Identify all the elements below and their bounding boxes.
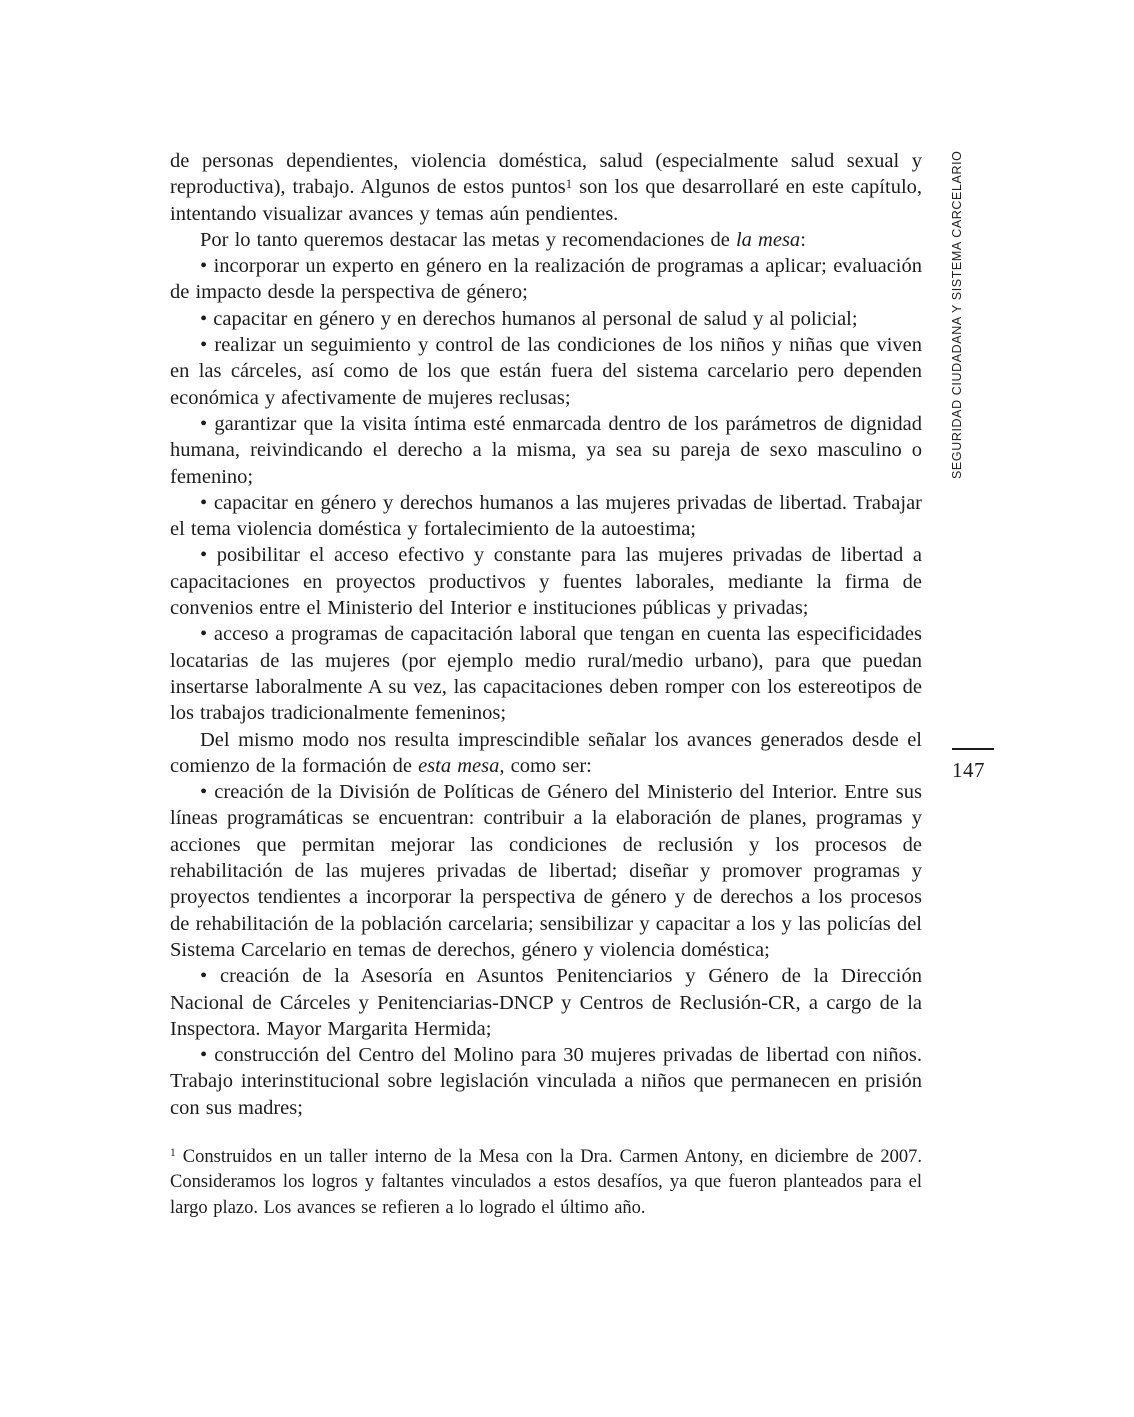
- text-run: de personas dependientes, violencia doméstica, salud (especialmente salud sexual y reproductiva), trabajo. Algunos de estos puntos: [170, 150, 922, 199]
- footnote-reference: 1: [565, 176, 573, 191]
- paragraph: [170, 411, 922, 490]
- paragraph: [170, 490, 922, 543]
- text-run: , como ser:: [499, 754, 592, 777]
- paragraph: [170, 727, 922, 780]
- text-run: son los que desarrollaré en este capítulo, intentando visualizar avances y temas aún pendientes.: [170, 176, 923, 225]
- page-number-block: [952, 748, 998, 783]
- paragraph: [170, 779, 922, 963]
- italic-text: esta mesa: [418, 754, 500, 777]
- text-run: Del mismo modo nos resulta imprescindible señalar los avances generados desde el comienzo de la formación de: [170, 728, 922, 777]
- text-run: • capacitar en género y en derechos humanos al personal de salud y al policial;: [200, 307, 858, 330]
- text-run: • creación de la Asesoría en Asuntos Penitenciarios y Género de la Dirección Nacional de Cárceles y Penitenciarias-DNCP y Centros de Reclusión-CR, a cargo de la Inspectora. Mayor Margarita Hermida;: [170, 965, 922, 1040]
- text-run: • acceso a programas de capacitación laboral que tengan en cuenta las especificidades locatarias de las mujeres (por ejemplo medio rural/medio urbano), para que puedan insertarse laboralmente A su vez, las capacitaciones deben romper con los estereotipos de los trabajos tradicionalmente femeninos;: [170, 623, 922, 725]
- paragraph: [170, 542, 922, 621]
- text-run: • garantizar que la visita íntima esté enmarcada dentro de los parámetros de dignidad humana, reivindicando el derecho a la misma, ya sea su pareja de sexo masculino o femenino;: [170, 412, 922, 488]
- text-run: Por lo tanto queremos destacar las metas y recomendaciones de: [200, 228, 736, 251]
- paragraph: [170, 621, 922, 726]
- text-run: • creación de la División de Políticas de Género del Ministerio del Interior. Entre sus líneas programáticas se encuentran: contribuir a la elaboración de planes, programas y acciones que permitan mejorar las condiciones de reclusión y los procesos de rehabilitación de las mujeres privadas de libertad; diseñar y promover programas y proyectos tendientes a incorporar la perspectiva de género y de derechos a los procesos de rehabilitación de la población carcelaria; sensibilizar y capacitar a los y las policías del Sistema Carcelario en temas de derechos, género y violencia doméstica;: [170, 781, 922, 961]
- paragraph: [170, 1042, 922, 1121]
- text-run: • incorporar un experto en género en la realización de programas a aplicar; evaluación de impacto desde la perspectiva de género;: [170, 255, 922, 304]
- paragraph: [170, 253, 922, 306]
- sidebar-running-title: SEGURIDAD CIUDADANA Y SISTEMA CARCELARIO: [950, 150, 964, 479]
- paragraph: [170, 332, 922, 411]
- footnote: [170, 1145, 922, 1222]
- text-run: :: [800, 228, 806, 251]
- footnote-marker: 1: [170, 1147, 176, 1160]
- text-run: • realizar un seguimiento y control de las condiciones de los niños y niñas que viven en las cárceles, así como de los que están fuera del sistema carcelario pero dependen económica y afectivamente de mujeres reclusas;: [170, 334, 922, 409]
- text-run: • posibilitar el acceso efectivo y constante para las mujeres privadas de libertad a capacitaciones en proyectos productivos y fuentes laborales, mediante la firma de convenios entre el Ministerio del Interior e instituciones públicas y privadas;: [170, 544, 922, 620]
- paragraph: [170, 227, 922, 253]
- footnote-text: Construidos en un taller interno de la Mesa con la Dra. Carmen Antony, en diciembre de 2007. Consideramos los logros y faltantes vinculados a estos desafíos, ya que fueron planteados para el largo plazo. Los avances se refieren a lo logrado el último año.: [170, 1146, 922, 1218]
- italic-text: la mesa: [735, 228, 801, 251]
- paragraph: [170, 306, 922, 332]
- text-run: • construcción del Centro del Molino para 30 mujeres privadas de libertad con niños. Trabajo interinstitucional sobre legislación vinculada a niños que permanecen en prisión con sus madres;: [170, 1044, 922, 1119]
- paragraph: [170, 963, 922, 1042]
- text-run: • capacitar en género y derechos humanos a las mujeres privadas de libertad. Trabajar el tema violencia doméstica y fortalecimiento de la autoestima;: [170, 491, 922, 541]
- body-text: [170, 148, 922, 1221]
- page-number: 147: [952, 758, 985, 782]
- page-number-rule: [952, 748, 994, 750]
- paragraph: [170, 148, 922, 227]
